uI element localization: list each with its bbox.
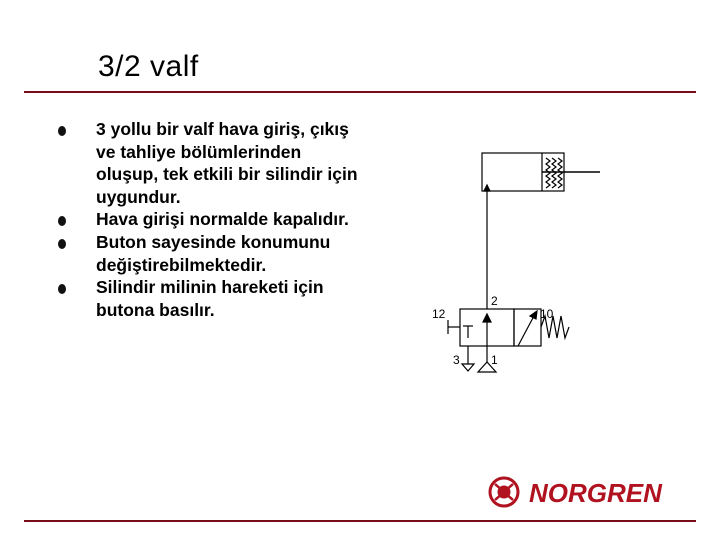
bullet-dot-icon (58, 126, 66, 136)
port-label-12: 12 (432, 307, 446, 321)
norgren-wordmark: NORGREN (529, 478, 662, 508)
valve-circuit-diagram (420, 145, 600, 405)
bullet-dot-icon (58, 216, 66, 226)
bullet-text: Hava girişi normalde kapalıdır. (96, 209, 349, 230)
norgren-logo (484, 472, 694, 512)
bullet-item (58, 208, 358, 231)
bullet-list (58, 118, 358, 321)
bullet-text: Silindir milinin hareketi için butona basılır. (96, 277, 324, 320)
port-label-10: 10 (540, 307, 554, 321)
footer-divider (24, 520, 696, 522)
norgren-emblem-icon (490, 478, 518, 506)
bullet-item (58, 276, 358, 321)
bullet-text: 3 yollu bir valf hava giriş, çıkış ve tahliye bölümlerinden oluşup, tek etkili bir silindir için uygundur. (96, 119, 358, 207)
bullet-dot-icon (58, 239, 66, 249)
bullet-dot-icon (58, 284, 66, 294)
bullet-item (58, 118, 358, 208)
port-label-1: 1 (491, 353, 498, 367)
bullet-text: Buton sayesinde konumunu değiştirebilmektedir. (96, 231, 331, 275)
slide-title: 3/2 valf (98, 50, 199, 83)
port-label-2: 2 (491, 294, 498, 308)
air-line (484, 185, 490, 309)
single-acting-cylinder (482, 153, 600, 191)
bullet-item (58, 231, 358, 276)
port-label-3: 3 (453, 353, 460, 367)
title-divider (24, 91, 696, 93)
